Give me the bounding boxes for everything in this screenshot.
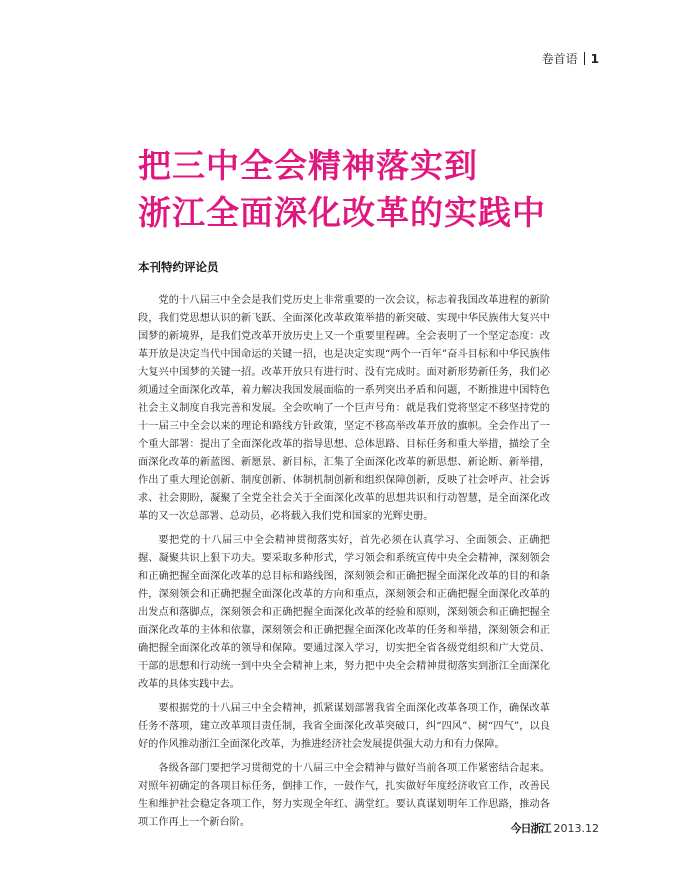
title-line-2: 浙江全面深化改革的实践中 — [138, 193, 546, 232]
magazine-logo: 今日浙江 — [510, 822, 551, 835]
issue-date: 2013.12 — [553, 821, 599, 835]
paragraph: 各级各部门要把学习贯彻党的十八届三中全会精神与做好当前各项工作紧密结合起来。对照年初确定的各项目标任务，倒排工作，一鼓作气，扎实做好年度经济收官工作，改善民生和维护社会稳定各项工作，努力实现全年红、满堂红。要认真谋划明年工作思路，推动各项工作再上一个新台阶。 — [138, 763, 550, 828]
paragraph: 要把党的十八届三中全会精神贯彻落实好，首先必须在认真学习、全面领会、正确把握、凝聚共识上狠下功夫。要采取多种形式，学习领会和系统宣传中央全会精神，深刻领会和正确把握全面深化改革的总目标和路线图，深刻领会和正确把握全面深化改革的目的和条件，深刻领会和正确把握全面深化改革的方向和重点，深刻领会和正确把握全面深化改革的出发点和落脚点，深刻领会和正确把握全面深化改革的经验和原则，深刻领会和正确把握全面深化改革的主体和依靠，深刻领会和正确把握全面深化改革的任务和举措，深刻领会和正确把握全面深化改革的领导和保障。要通过深入学习，切实把全省各级党组织和广大党员、干部的思想和行动统一到中央全会精神上来，努力把中央全会精神贯彻落实到浙江全面深化改革的具体实践中去。 — [138, 535, 550, 690]
paragraph: 要根据党的十八届三中全会精神，抓紧谋划部署我省全面深化改革各项工作，确保改革任务不落项，建立改革项目责任制，我省全面深化改革突破口，纠“四风”、树“四气”，以良好的作风推动浙江全面深化改革，为推进经济社会发展提供强大动力和有力保障。 — [138, 703, 550, 750]
article-body — [138, 292, 550, 838]
title-line-1: 把三中全会精神落实到 — [138, 146, 478, 185]
section-label: 卷首语 — [541, 52, 578, 66]
header-divider — [584, 52, 585, 65]
page-footer — [511, 820, 600, 836]
page-number: 1 — [590, 51, 599, 66]
author-byline: 本刊特约评论员 — [138, 260, 219, 274]
article-title — [138, 142, 546, 236]
paragraph: 党的十八届三中全会是我们党历史上非常重要的一次会议，标志着我国改革进程的新阶段，我们党思想认识的新飞跃、全面深化改革政策举措的新突破、实现中华民族伟大复兴中国梦的新境界，是我们党改革开放历史上又一个重要里程碑。全会表明了一个坚定态度：改革开放是决定当代中国命运的关键一招，也是决定实现“两个一百年”奋斗目标和中华民族伟大复兴中国梦的关键一招。改革开放只有进行时、没有完成时。面对新形势新任务，我们必须通过全面深化改革，着力解决我国发展面临的一系列突出矛盾和问题，不断推进中国特色社会主义制度自我完善和发展。全会吹响了一个巨声号角：就是我们党将坚定不移坚持党的十一届三中全会以来的理论和路线方针政策，坚定不移高举改革开放的旗帜。全会作出了一个重大部署：提出了全面深化改革的指导思想、总体思路、目标任务和重大举措，描绘了全面深化改革的新蓝图、新愿景、新目标，汇集了全面深化改革的新思想、新论断、新举措，作出了重大理论创新、制度创新、体制机制创新和组织保障创新，反映了社会呼声、社会诉求、社会期盼，凝聚了全党全社会关于全面深化改革的思想共识和行动智慧，是全面深化改革的又一次总部署、总动员，必将载入我们党和国家的光辉史册。 — [138, 295, 550, 522]
page-header — [542, 50, 599, 67]
